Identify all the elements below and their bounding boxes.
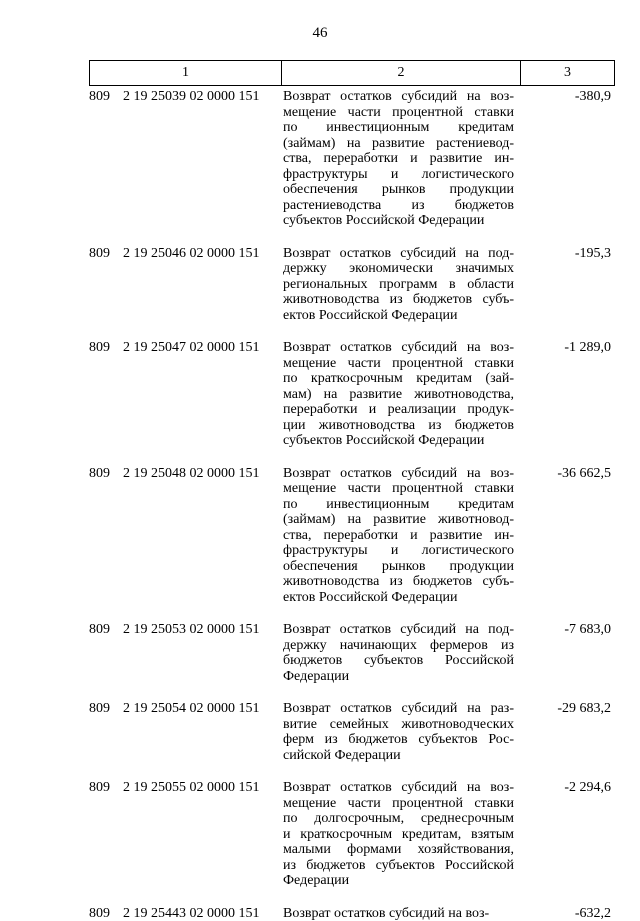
name-line: растениеводства из бюджетов: [283, 198, 514, 214]
name-line: Возврат остатков субсидий на раз-: [283, 701, 514, 717]
name-line: ства, переработки и развитие ин-: [283, 528, 514, 544]
amount-cell: -1 289,0: [514, 340, 611, 356]
revenue-name-cell: [283, 466, 514, 606]
name-line: витие семейных животноводческих: [283, 717, 514, 733]
budget-code-cell: [89, 246, 283, 262]
revenue-name-cell: [283, 906, 514, 921]
name-line: обеспечения рынков продукции: [283, 559, 514, 575]
name-line: фраструктуры и логистического: [283, 167, 514, 183]
admin-code: 809: [89, 701, 110, 716]
budget-code-cell: [89, 780, 283, 796]
name-line: фраструктуры и логистического: [283, 543, 514, 559]
amount-cell: -29 683,2: [514, 701, 611, 717]
name-line: субъектов Российской Федерации: [283, 213, 514, 229]
name-line: и краткосрочным кредитам, взятым: [283, 827, 514, 843]
name-line: по инвестиционным кредитам: [283, 120, 514, 136]
revenue-name-cell: [283, 89, 514, 229]
revenue-code: 2 19 25053 02 0000 151: [123, 622, 260, 637]
name-line: по долгосрочным, среднесрочным: [283, 811, 514, 827]
table-row: [89, 466, 611, 606]
page-number: 46: [0, 24, 640, 42]
name-line: по инвестиционным кредитам: [283, 497, 514, 513]
admin-code: 809: [89, 780, 110, 795]
name-line: мам) на развитие животноводства,: [283, 387, 514, 403]
admin-code: 809: [89, 906, 110, 921]
name-line: животноводства из бюджетов субъ-: [283, 574, 514, 590]
name-line: ектов Российской Федерации: [283, 590, 514, 606]
name-line: переработки и реализации продук-: [283, 402, 514, 418]
table-row: [89, 622, 611, 684]
revenue-name-cell: [283, 622, 514, 684]
amount-cell: -36 662,5: [514, 466, 611, 482]
name-line: мещение части процентной ставки: [283, 481, 514, 497]
table-body: [89, 89, 611, 921]
name-line: из бюджетов субъектов Российской: [283, 858, 514, 874]
column-header-2: 2: [282, 61, 521, 86]
name-line: держку экономически значимых: [283, 261, 514, 277]
name-line: малыми формами хозяйствования,: [283, 842, 514, 858]
admin-code: 809: [89, 622, 110, 637]
name-line: Возврат остатков субсидий на воз-: [283, 340, 514, 356]
name-line: держку начинающих фермеров из: [283, 638, 514, 654]
name-line: Возврат остатков субсидий на воз-: [283, 89, 514, 105]
admin-code: 809: [89, 340, 110, 355]
name-line: ства, переработки и развитие ин-: [283, 151, 514, 167]
name-line: Возврат остатков субсидий на воз-: [283, 780, 514, 796]
amount-cell: -380,9: [514, 89, 611, 105]
name-line: Федерации: [283, 873, 514, 889]
name-line: ции животноводства из бюджетов: [283, 418, 514, 434]
revenue-code: 2 19 25048 02 0000 151: [123, 466, 260, 481]
table-row: [89, 246, 611, 324]
name-line: бюджетов субъектов Российской: [283, 653, 514, 669]
name-line: Федерации: [283, 669, 514, 685]
table-header: [89, 60, 615, 86]
name-line: Возврат остатков субсидий на под-: [283, 622, 514, 638]
name-line: мещение части процентной ставки: [283, 796, 514, 812]
revenue-name-cell: [283, 701, 514, 763]
name-line: Возврат остатков субсидий на под-: [283, 246, 514, 262]
column-header-1: 1: [90, 61, 282, 86]
name-line: региональных программ в области: [283, 277, 514, 293]
budget-code-cell: [89, 906, 283, 921]
name-line: (займам) на развитие животновод-: [283, 512, 514, 528]
name-line: Возврат остатков субсидий на воз-: [283, 906, 514, 921]
amount-cell: -2 294,6: [514, 780, 611, 796]
budget-code-cell: [89, 89, 283, 105]
name-line: животноводства из бюджетов субъ-: [283, 292, 514, 308]
table-row: [89, 89, 611, 229]
name-line: мещение части процентной ставки: [283, 356, 514, 372]
revenue-code: 2 19 25039 02 0000 151: [123, 89, 260, 104]
name-line: субъектов Российской Федерации: [283, 433, 514, 449]
admin-code: 809: [89, 89, 110, 104]
name-line: сийской Федерации: [283, 748, 514, 764]
name-line: мещение части процентной ставки: [283, 105, 514, 121]
revenue-code: 2 19 25054 02 0000 151: [123, 701, 260, 716]
name-line: (займам) на развитие растениевод-: [283, 136, 514, 152]
admin-code: 809: [89, 246, 110, 261]
amount-cell: -632,2: [514, 906, 611, 921]
revenue-name-cell: [283, 340, 514, 449]
revenue-code: 2 19 25443 02 0000 151: [123, 906, 260, 921]
revenue-name-cell: [283, 780, 514, 889]
name-line: по краткосрочным кредитам (зай-: [283, 371, 514, 387]
budget-code-cell: [89, 701, 283, 717]
amount-cell: -195,3: [514, 246, 611, 262]
name-line: обеспечения рынков продукции: [283, 182, 514, 198]
name-line: ферм из бюджетов субъектов Рос-: [283, 732, 514, 748]
revenue-code: 2 19 25046 02 0000 151: [123, 246, 260, 261]
admin-code: 809: [89, 466, 110, 481]
name-line: Возврат остатков субсидий на воз-: [283, 466, 514, 482]
revenue-name-cell: [283, 246, 514, 324]
column-header-3: 3: [521, 61, 615, 86]
table-row: [89, 906, 611, 921]
budget-code-cell: [89, 340, 283, 356]
name-line: ектов Российской Федерации: [283, 308, 514, 324]
budget-code-cell: [89, 466, 283, 482]
table-row: [89, 780, 611, 889]
table-row: [89, 701, 611, 763]
amount-cell: -7 683,0: [514, 622, 611, 638]
revenue-code: 2 19 25055 02 0000 151: [123, 780, 260, 795]
revenue-code: 2 19 25047 02 0000 151: [123, 340, 260, 355]
budget-code-cell: [89, 622, 283, 638]
table-row: [89, 340, 611, 449]
